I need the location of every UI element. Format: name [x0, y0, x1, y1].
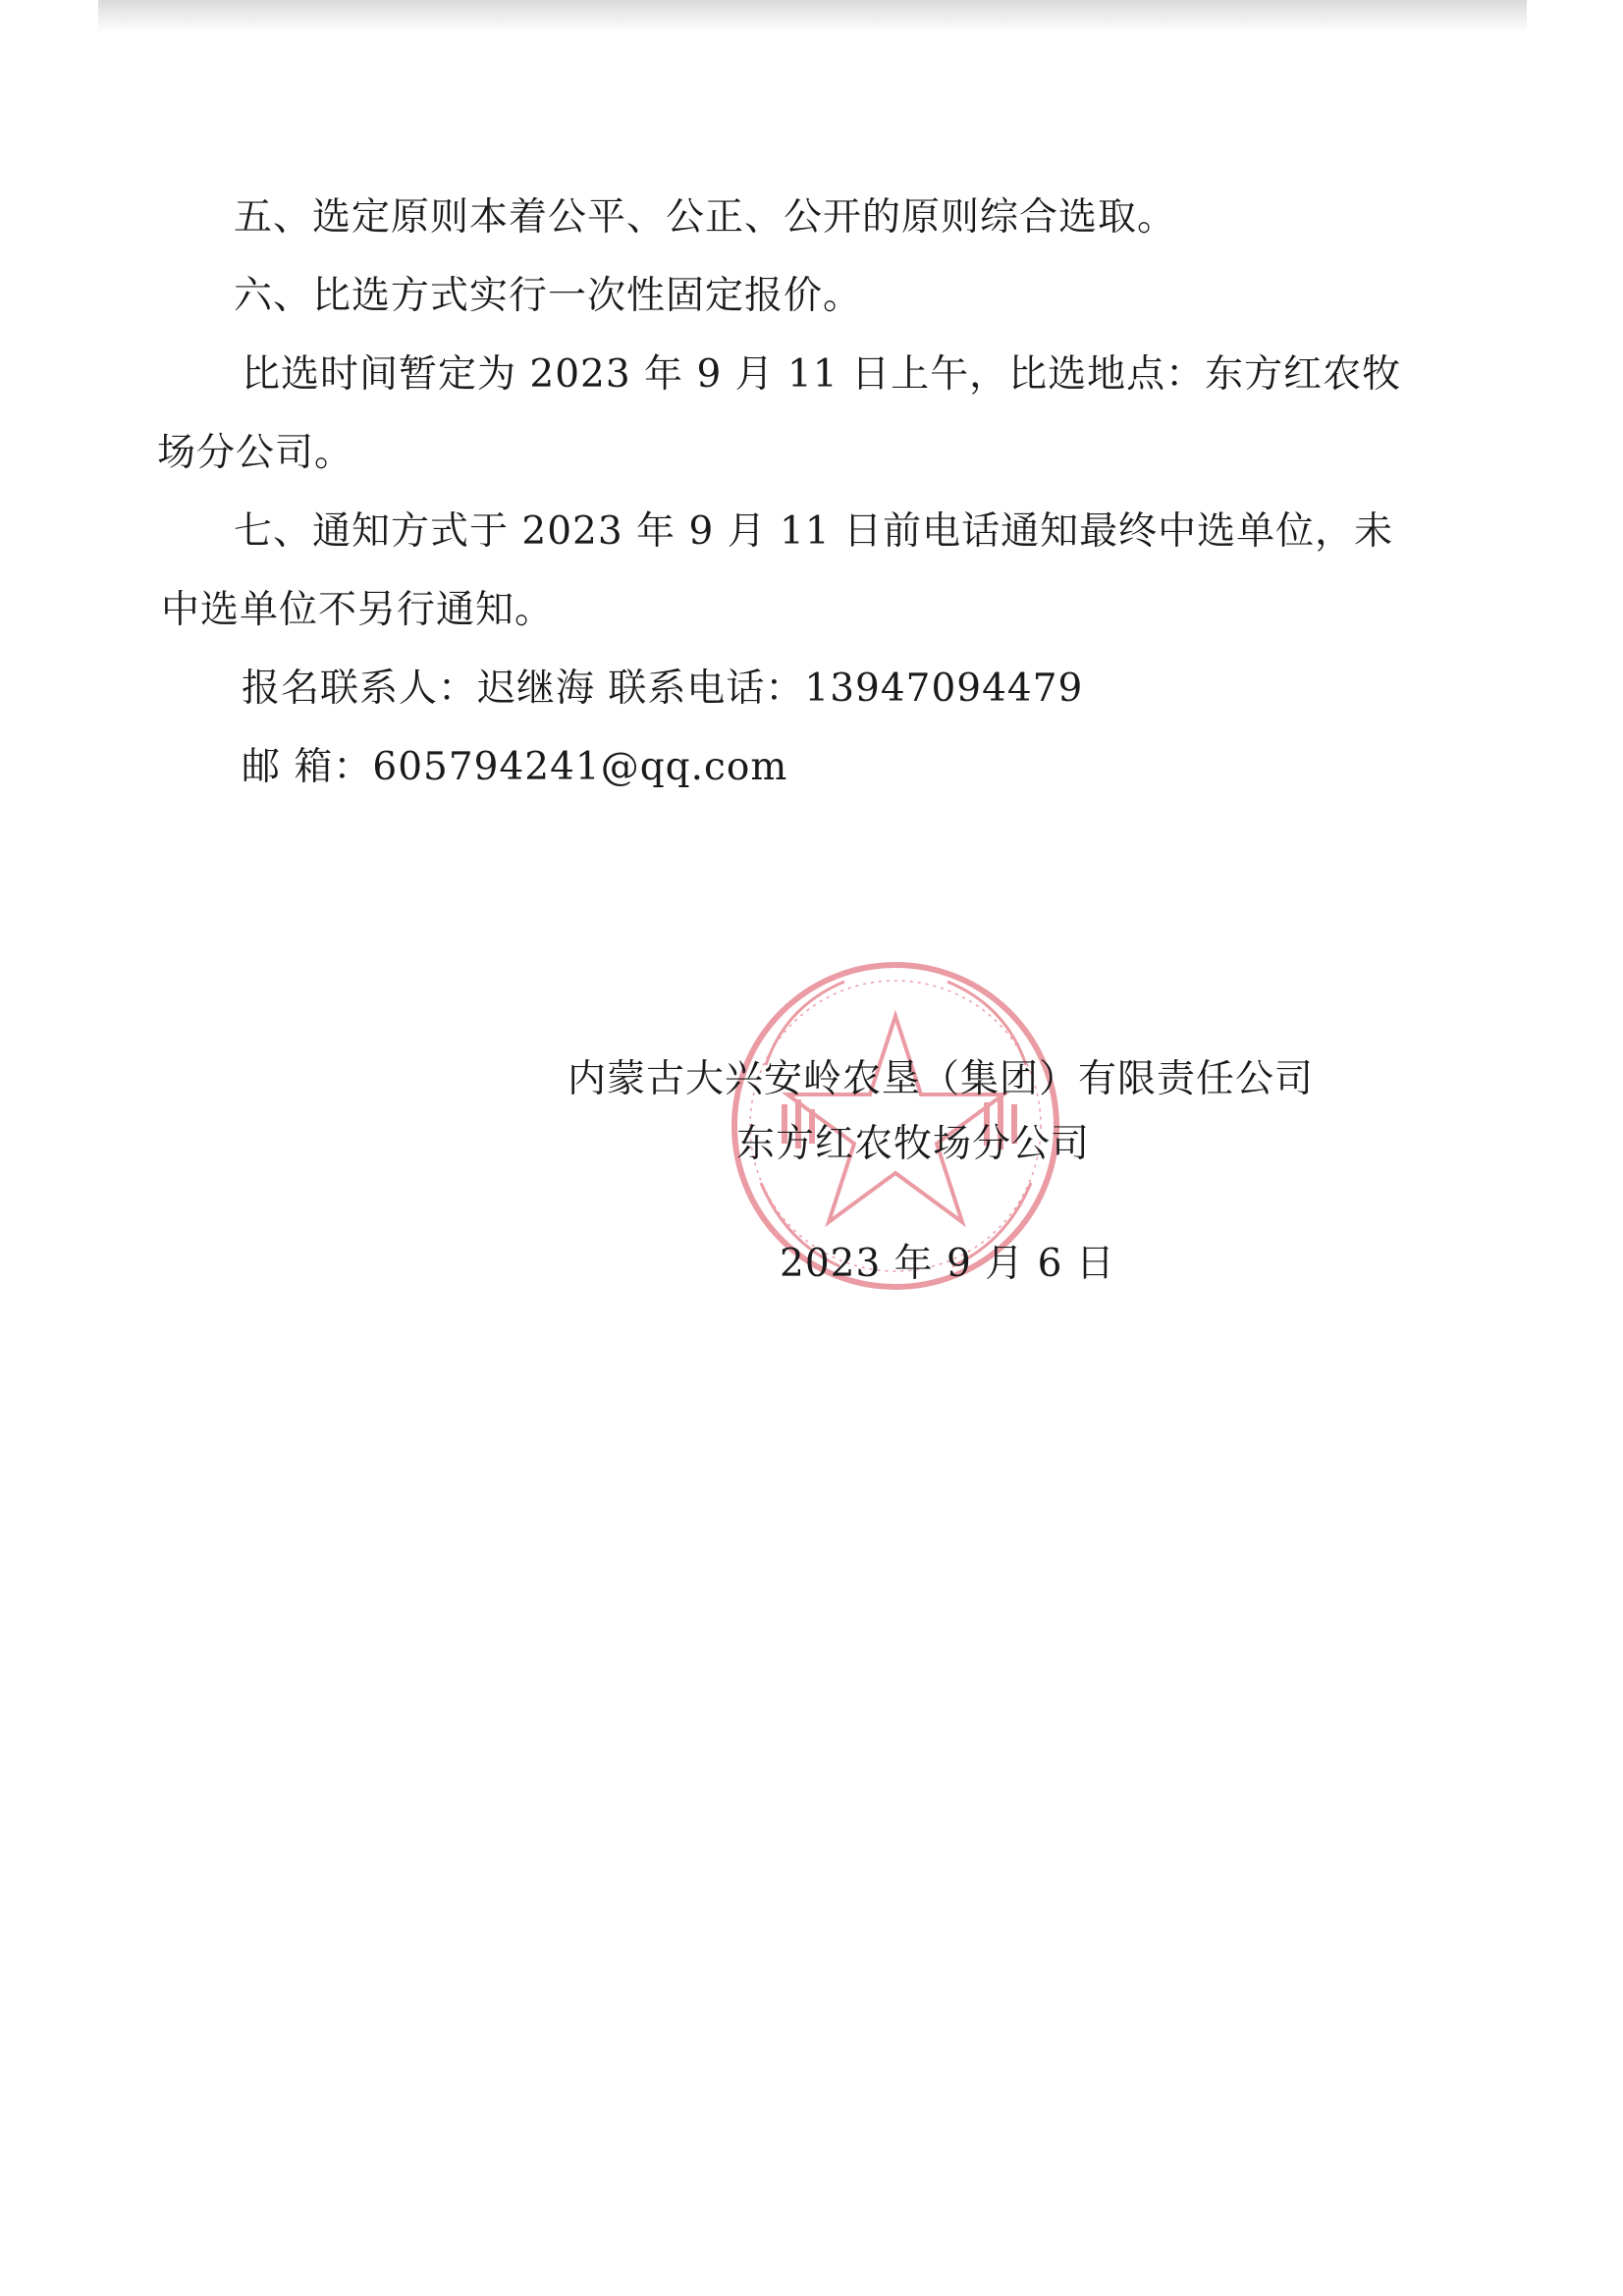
signature-date: 2023 年 9 月 6 日 [780, 1242, 1115, 1286]
paragraph-selection-time-line2: 场分公司。 [157, 431, 354, 475]
paragraph-selection-method: 六、比选方式实行一次性固定报价。 [234, 274, 863, 318]
scan-edge-shadow [98, 0, 1527, 33]
signature-organization-line2: 东方红农牧场分公司 [736, 1122, 1091, 1166]
contact-email: 邮 箱：605794241@qq.com [242, 745, 788, 789]
paragraph-selection-principle: 五、选定原则本着公平、公正、公开的原则综合选取。 [234, 195, 1177, 240]
paragraph-selection-time-line1: 比选时间暂定为 2023 年 9 月 11 日上午，比选地点：东方红农牧 [242, 352, 1402, 397]
contact-person-phone: 报名联系人：迟继海 联系电话：13947094479 [242, 667, 1084, 711]
paragraph-notification-line1: 七、通知方式于 2023 年 9 月 11 日前电话通知最终中选单位，未 [234, 509, 1394, 554]
paragraph-notification-line2: 中选单位不另行通知。 [161, 588, 555, 632]
signature-organization-line1: 内蒙古大兴安岭农垦（集团）有限责任公司 [568, 1057, 1315, 1101]
